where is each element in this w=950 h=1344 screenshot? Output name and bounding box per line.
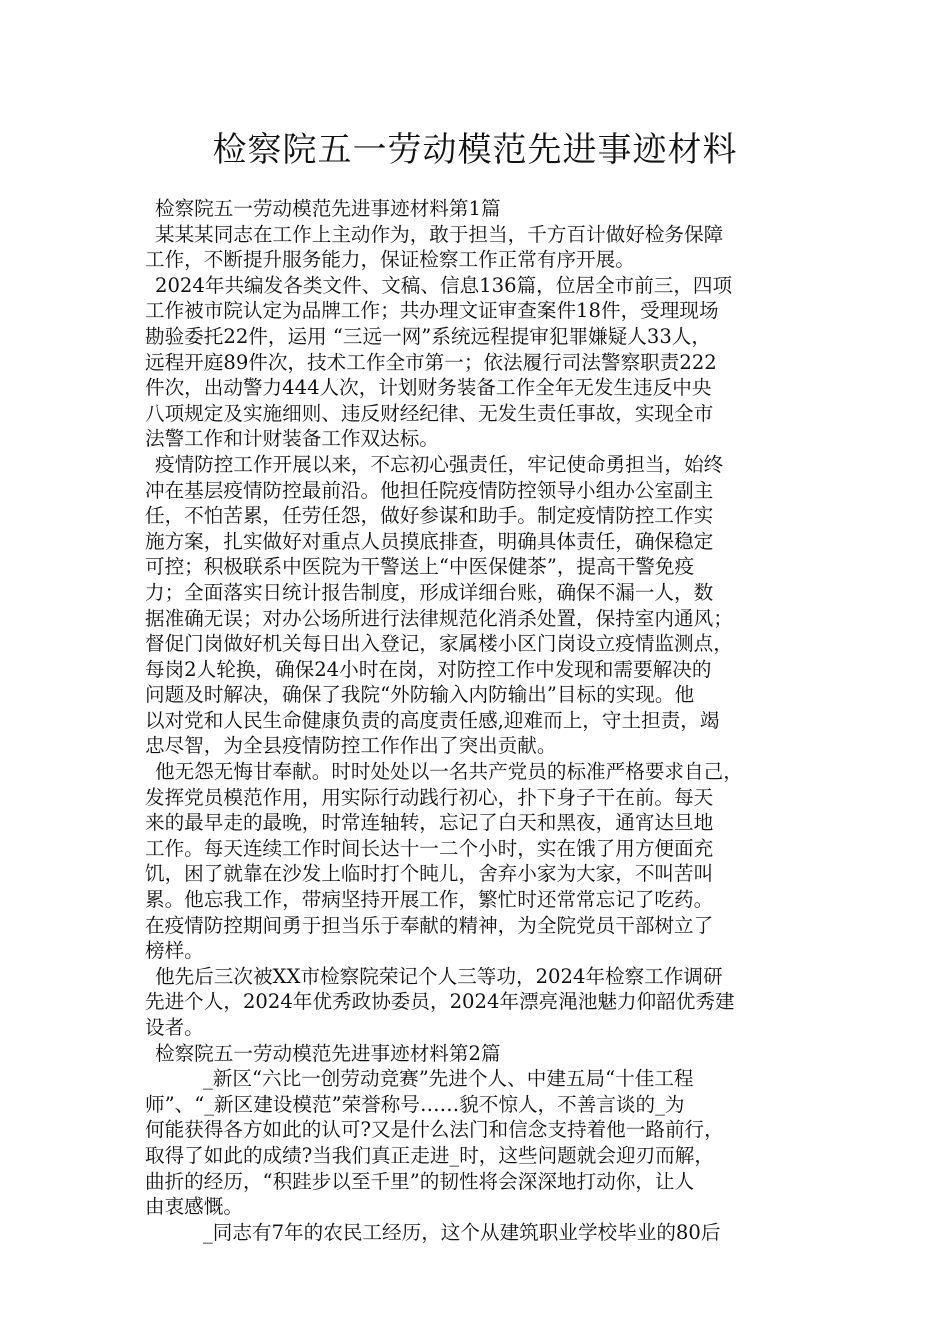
paragraph-line: 力；全面落实日统计报告制度，形成详细台账，确保不漏一人，数 (145, 580, 714, 604)
paragraph-line: 据准确无误；对办公场所进行法律规范化消杀处置，保持室内通风； (145, 606, 733, 630)
paragraph-line: 每岗2人轮换，确保24小时在岗，对防控工作中发现和需要解决的 (145, 657, 712, 681)
document-body (145, 196, 810, 1245)
paragraph-line: 八项规定及实施细则、违反财经纪律、无发生责任事故，实现全市 (145, 401, 714, 425)
paragraph-line: 累。他忘我工作，带病坚持开展工作，繁忙时还常常忘记了吃药。 (145, 888, 714, 912)
paragraph-line: 设者。 (145, 1016, 204, 1039)
paragraph-line: 由衷感慨。 (145, 1195, 243, 1219)
paragraph-line: 督促门岗做好机关每日出入登记，家属楼小区门岗设立疫情监测点， (145, 632, 733, 656)
paragraph-line: 勘验委托22件，运用 “三远一网”系统远程提审犯罪嫌疑人33人， (145, 324, 711, 348)
paragraph-line: 疫情防控工作开展以来，不忘初心强责任，牢记使命勇担当，始终 (155, 452, 724, 476)
paragraph-line: 以对党和人民生命健康负责的高度责任感,迎难而上，守土担责，竭 (145, 708, 720, 732)
paragraph-line: 榜样。 (145, 939, 204, 963)
paragraph-line: 冲在基层疫情防控最前沿。他担任院疫情防控领导小组办公室副主 (145, 478, 714, 502)
paragraph-line: 饥，困了就靠在沙发上临时打个盹儿，舍弃小家为大家，不叫苦叫 (145, 862, 714, 886)
paragraph-line: 远程开庭89件次，技术工作全市第一；依法履行司法警察职责222 (145, 350, 717, 374)
paragraph-line: 任，不怕苦累，任劳任怨，做好参谋和助手。制定疫情防控工作实 (145, 504, 714, 528)
paragraph-line: 件次，出动警力444人次，计划财务装备工作全年无发生违反中央 (145, 376, 712, 400)
paragraph-line: 2024年共编发各类文件、文稿、信息136篇，位居全市前三，四项 (155, 273, 733, 297)
paragraph-line: 工作，不断提升服务能力，保证检察工作正常有序开展。 (145, 248, 635, 272)
paragraph-line: 问题及时解决，确保了我院“外防输入内防输出”目标的实现。他 (145, 683, 695, 707)
paragraph-line: 某某某同志在工作上主动作为，敢于担当，千方百计做好检务保障 (155, 222, 724, 246)
paragraph-line: 他先后三次被XX市检察院荣记个人三等功，2024年检察工作调研 (155, 964, 723, 988)
paragraph-line: _新区“六比一创劳动竞赛”先进个人、中建五局“十佳工程 (203, 1067, 694, 1091)
paragraph-line: 何能获得各方如此的认可?又是什么法门和信念支持着他一路前行， (145, 1118, 724, 1142)
paragraph-line: 发挥党员模范作用，用实际行动践行初心，扑下身子干在前。每天 (145, 785, 714, 809)
document-title: 检察院五一劳动模范先进事迹材料 (212, 130, 738, 170)
paragraph-line: 师”、“_新区建设模范”荣誉称号……貌不惊人，不善言谈的_为 (145, 1092, 685, 1116)
paragraph-line: 施方案，扎实做好对重点人员摸底排查，明确具体责任，确保稳定 (145, 529, 714, 553)
paragraph-line: 可控；积极联系中医院为干警送上“中医保健茶”，提高干警免疫 (145, 555, 695, 579)
paragraph-line: 在疫情防控期间勇于担当乐于奉献的精神，为全院党员干部树立了 (145, 913, 714, 937)
paragraph-line: 忠尽智，为全县疫情防控工作作出了突出贡献。 (145, 734, 557, 758)
paragraph-line: 法警工作和计财装备工作双达标。 (145, 427, 439, 451)
paragraph-line: 先进个人，2024年优秀政协委员，2024年漂亮渑池魅力仰韶优秀建 (145, 990, 735, 1014)
paragraph-line: 曲折的经历，“积跬步以至千里”的韧性将会深深地打动你，让人 (145, 1169, 695, 1193)
paragraph-line: 他无怨无悔甘奉献。时时处处以一名共产党员的标准严格要求自己， (155, 760, 743, 784)
paragraph-line: _同志有7年的农民工经历，这个从建筑职业学校毕业的80后 (203, 1220, 721, 1244)
section-heading-2: 检察院五一劳动模范先进事迹材料第2篇 (155, 1041, 501, 1065)
paragraph-line: 来的最早走的最晚，时常连轴转，忘记了白天和黑夜，通宵达旦地 (145, 811, 714, 835)
paragraph-line: 工作被市院认定为品牌工作；共办理文证审查案件18件，受理现场 (145, 299, 719, 323)
paragraph-line: 工作。每天连续工作时间长达十一二个小时，实在饿了用方便面充 (145, 836, 714, 860)
section-heading-1: 检察院五一劳动模范先进事迹材料第1篇 (155, 197, 501, 220)
paragraph-line: 取得了如此的成绩?当我们真正走进_时，这些问题就会迎刃而解， (145, 1143, 714, 1167)
